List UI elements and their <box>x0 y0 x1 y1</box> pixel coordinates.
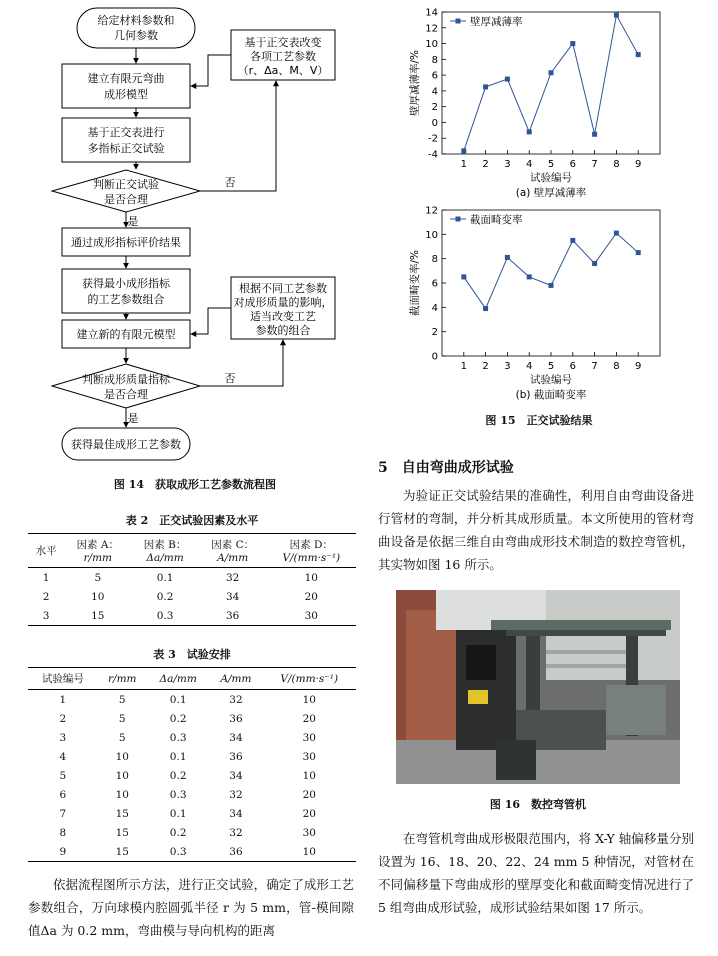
flow-ortho-node <box>62 118 190 162</box>
data-point <box>483 306 488 311</box>
data-point <box>592 261 597 266</box>
chart-wall-thinning <box>398 2 680 202</box>
table3-cell: 15 <box>115 807 129 820</box>
x-tick-label: 6 <box>569 159 576 170</box>
table3-cell: 0.1 <box>169 807 187 820</box>
table3-row <box>28 766 356 785</box>
series-line <box>464 233 638 308</box>
y-axis-label: 壁厚减薄率/% <box>409 49 421 117</box>
table2-cell: 3 <box>42 609 50 622</box>
table3-cell: 36 <box>229 845 243 858</box>
table3-cell: 5 <box>118 712 126 725</box>
table2-header: 因素 C： A/mm <box>211 539 255 564</box>
data-point <box>614 13 619 18</box>
y-tick-label: 8 <box>431 54 438 66</box>
y-tick-label: 14 <box>425 7 438 19</box>
flow-fem-text-1: 建立有限元弯曲 <box>87 72 165 85</box>
table3-cell: 34 <box>229 769 243 782</box>
data-point <box>527 129 532 134</box>
flow-newfem-text: 建立新的有限元模型 <box>76 328 176 341</box>
table2-header: 因素 D： V/(mm·s⁻¹) <box>282 539 341 564</box>
y-tick-label: 6 <box>431 70 438 82</box>
x-tick-label: 2 <box>482 159 489 170</box>
table3-cell: 5 <box>59 769 67 782</box>
table3-cell: 20 <box>302 788 316 801</box>
flow-decision1-text-1: 判断正交试验 <box>93 178 159 191</box>
y-tick-label: 2 <box>431 327 438 339</box>
flowchart <box>40 6 350 466</box>
legend-label: 截面畸变率 <box>470 214 523 226</box>
table2-header: 水平 <box>35 545 57 557</box>
table2-cell: 5 <box>94 571 102 584</box>
flow-minparams-text-1: 获得最小成形指标 <box>82 277 170 290</box>
flow-change2-text-3: 适当改变工艺 <box>250 310 316 323</box>
table3-row <box>28 785 356 804</box>
table3-header: Δa/mm <box>159 672 197 685</box>
flow-start-text-1: 给定材料参数和 <box>97 14 175 27</box>
data-point <box>570 238 575 243</box>
x-tick-label: 3 <box>504 159 511 170</box>
data-point <box>592 132 597 137</box>
x-tick-label: 7 <box>591 159 598 170</box>
table3-header: A/mm <box>220 672 252 685</box>
table3-cell: 10 <box>115 750 129 763</box>
table2-header: 因素 A： r/mm <box>76 539 119 564</box>
x-tick-label: 1 <box>460 159 467 170</box>
x-tick-label: 1 <box>460 361 467 372</box>
flow-evaluate-text: 通过成形指标评价结果 <box>71 236 181 249</box>
table2-row <box>28 587 356 606</box>
flow-change1-text-3: （r、Δa、M、V） <box>237 64 329 77</box>
section5-paragraph-1: 为验证正交试验结果的准确性，利用自由弯曲设备进行管材的弯制，并分析其成形质量。本文所使用的管材弯曲设备是依据三维自由弯曲成形技术制造的数控弯管机，其实物如图 16 所示。 <box>378 488 694 572</box>
table3-cell: 9 <box>59 845 67 858</box>
table3-row <box>28 690 356 710</box>
table3-cell: 32 <box>229 693 243 706</box>
y-tick-label: 4 <box>431 86 438 98</box>
table3-row <box>28 804 356 823</box>
y-tick-label: 0 <box>431 351 438 363</box>
series-line <box>464 15 638 151</box>
table3-cell: 10 <box>302 693 316 706</box>
flow-change1-text-1: 基于正交表改变 <box>244 36 322 49</box>
table3-row <box>28 842 356 862</box>
fig15-caption: 图 15 正交试验结果 <box>485 414 593 427</box>
left-paragraph: 依据流程图所示方法，进行正交试验，确定了成形工艺参数组合，万向球模内腔圆弧半径 r 为 5 mm，管-模间隙值Δa 为 0.2 mm，弯曲模与导向机构的距离 <box>28 877 354 938</box>
x-tick-label: 4 <box>526 361 533 372</box>
flow-start-text-2: 几何参数 <box>114 29 158 42</box>
table3-cell: 32 <box>229 826 243 839</box>
table3-cell: 0.2 <box>169 769 187 782</box>
table3-cell: 5 <box>118 693 126 706</box>
table3-cell: 10 <box>115 769 129 782</box>
table3-cell: 15 <box>115 826 129 839</box>
x-tick-label: 8 <box>613 361 620 372</box>
table3-cell: 0.1 <box>169 750 187 763</box>
table3-cell: 10 <box>302 769 316 782</box>
flow-decision2-text-2: 是否合理 <box>104 388 148 401</box>
flow-no2-label: 否 <box>224 372 236 385</box>
table2-cell: 0.1 <box>156 571 174 584</box>
legend-marker <box>456 217 461 222</box>
x-axis-label: 试验编号 <box>530 172 572 184</box>
table3-cell: 0.1 <box>169 693 187 706</box>
table2-cell: 15 <box>91 609 105 622</box>
table3-cell: 30 <box>302 750 316 763</box>
data-point <box>549 70 554 75</box>
table3-header: V/(mm·s⁻¹) <box>280 672 339 685</box>
table3-cell: 0.3 <box>169 845 187 858</box>
table2-cell: 0.2 <box>156 590 174 603</box>
table2-cell: 20 <box>304 590 318 603</box>
table3-header-row <box>28 668 356 690</box>
flow-minparams-node <box>62 269 190 313</box>
table3-cell: 10 <box>302 845 316 858</box>
x-tick-label: 2 <box>482 361 489 372</box>
x-axis-label: 试验编号 <box>530 374 572 386</box>
table3-row <box>28 728 356 747</box>
table2-cell: 1 <box>42 571 50 584</box>
table2 <box>28 533 356 626</box>
data-point <box>505 255 510 260</box>
y-tick-label: 8 <box>431 254 438 266</box>
table3-cell: 6 <box>59 788 67 801</box>
y-tick-label: 2 <box>431 102 438 114</box>
y-tick-label: 10 <box>425 229 438 241</box>
table3-cell: 34 <box>229 731 243 744</box>
table3-cell: 0.2 <box>169 712 187 725</box>
flow-yes2-label: 是 <box>127 412 139 425</box>
table3-cell: 0.3 <box>169 788 187 801</box>
fig14-caption: 图 14 获取成形工艺参数流程图 <box>113 478 277 491</box>
fig16-caption: 图 16 数控弯管机 <box>489 798 587 811</box>
flow-minparams-text-2: 的工艺参数组合 <box>87 293 165 306</box>
table2-title: 表 2 正交试验因素及水平 <box>125 514 259 527</box>
data-point <box>483 84 488 89</box>
table3-cell: 7 <box>59 807 67 820</box>
flow-end-text: 获得最佳成形工艺参数 <box>71 438 181 451</box>
data-point <box>549 283 554 288</box>
flow-fem-text-2: 成形模型 <box>104 88 148 101</box>
x-tick-label: 5 <box>547 361 555 372</box>
bending-machine-photo <box>396 590 680 784</box>
y-tick-label: 4 <box>431 302 438 314</box>
table3 <box>28 667 356 862</box>
x-tick-label: 4 <box>526 159 533 170</box>
x-tick-label: 5 <box>547 159 555 170</box>
x-tick-label: 9 <box>635 361 642 372</box>
table2-cell: 10 <box>91 590 105 603</box>
flow-change2-text-1: 根据不同工艺参数 <box>239 282 327 295</box>
table3-cell: 1 <box>59 693 67 706</box>
table2-cell: 0.3 <box>156 609 174 622</box>
table3-row <box>28 709 356 728</box>
table3-cell: 0.3 <box>169 731 187 744</box>
data-point <box>570 41 575 46</box>
data-point <box>636 52 641 57</box>
x-tick-label: 3 <box>504 361 511 372</box>
y-tick-label: 10 <box>425 39 438 51</box>
table2-row <box>28 606 356 626</box>
flow-decision1-text-2: 是否合理 <box>104 193 148 206</box>
flow-fem-node <box>62 64 190 108</box>
y-tick-label: -2 <box>428 133 438 145</box>
flow-change1-text-2: 各项工艺参数 <box>250 50 316 63</box>
table2-row <box>28 568 356 588</box>
table2-cell: 2 <box>42 590 50 603</box>
table2-header-row <box>28 534 356 568</box>
table2-header: 因素 B： Δa/mm <box>143 539 187 564</box>
table2-cell: 36 <box>226 609 240 622</box>
table3-title: 表 3 试验安排 <box>153 648 231 661</box>
y-tick-label: 12 <box>425 205 438 217</box>
x-tick-label: 8 <box>613 159 620 170</box>
table3-cell: 4 <box>59 750 67 763</box>
data-point <box>461 148 466 153</box>
table3-cell: 2 <box>59 712 67 725</box>
y-axis-label: 截面畸变率/% <box>409 249 421 317</box>
flow-ortho-text-1: 基于正交表进行 <box>87 126 165 139</box>
flow-no1-label: 否 <box>224 176 236 189</box>
table3-header: 试验编号 <box>41 673 84 685</box>
table3-cell: 5 <box>118 731 126 744</box>
table3-cell: 30 <box>302 731 316 744</box>
flow-ortho-text-2: 多指标正交试验 <box>87 142 165 155</box>
table3-row <box>28 823 356 842</box>
table2-cell: 32 <box>226 571 240 584</box>
data-point <box>614 231 619 236</box>
table3-cell: 10 <box>115 788 129 801</box>
x-tick-label: 6 <box>569 361 576 372</box>
table3-cell: 3 <box>59 731 67 744</box>
section5-paragraph-2: 在弯管机弯曲成形极限范围内，将 X-Y 轴偏移量分别设置为 16、18、20、22、24 mm 5 种情况，对管材在不同偏移量下弯曲成形的壁厚变化和截面畸变情况进行了 5 组弯曲成形试验，成形试验结果如图 17 所示。 <box>378 831 694 915</box>
table3-cell: 0.2 <box>169 826 187 839</box>
table3-header: r/mm <box>108 672 137 685</box>
y-tick-label: 12 <box>425 23 438 35</box>
flow-decision2-text-1: 判断成形质量指标 <box>82 373 170 386</box>
data-point <box>505 77 510 82</box>
table2-cell: 34 <box>226 590 240 603</box>
table3-cell: 32 <box>229 788 243 801</box>
table3-cell: 20 <box>302 712 316 725</box>
chart-subcaption: (a) 壁厚减薄率 <box>515 187 587 199</box>
legend-marker <box>456 19 461 24</box>
table3-cell: 30 <box>302 826 316 839</box>
data-point <box>461 274 466 279</box>
table3-row <box>28 747 356 766</box>
plot-frame <box>442 12 660 154</box>
table3-cell: 34 <box>229 807 243 820</box>
data-point <box>636 250 641 255</box>
table3-cell: 8 <box>59 826 67 839</box>
table3-cell: 20 <box>302 807 316 820</box>
flow-decision2-node <box>52 364 200 408</box>
chart-section-distortion <box>398 200 680 404</box>
y-tick-label: 6 <box>431 278 438 290</box>
table2-cell: 10 <box>304 571 318 584</box>
flow-change2-text-2: 对成形质量的影响， <box>233 296 333 309</box>
x-tick-label: 9 <box>635 159 642 170</box>
legend-label: 壁厚减薄率 <box>470 16 523 28</box>
section5-title: 5 自由弯曲成形试验 <box>378 460 514 476</box>
data-point <box>527 274 532 279</box>
table3-cell: 36 <box>229 712 243 725</box>
chart-subcaption: (b) 截面畸变率 <box>515 389 587 401</box>
flow-change2-text-4: 参数的组合 <box>255 324 311 337</box>
table2-cell: 30 <box>304 609 318 622</box>
y-tick-label: -4 <box>428 149 438 161</box>
table3-cell: 15 <box>115 845 129 858</box>
table3-cell: 36 <box>229 750 243 763</box>
y-tick-label: 0 <box>431 117 438 129</box>
flow-yes1-label: 是 <box>127 215 139 228</box>
x-tick-label: 7 <box>591 361 598 372</box>
